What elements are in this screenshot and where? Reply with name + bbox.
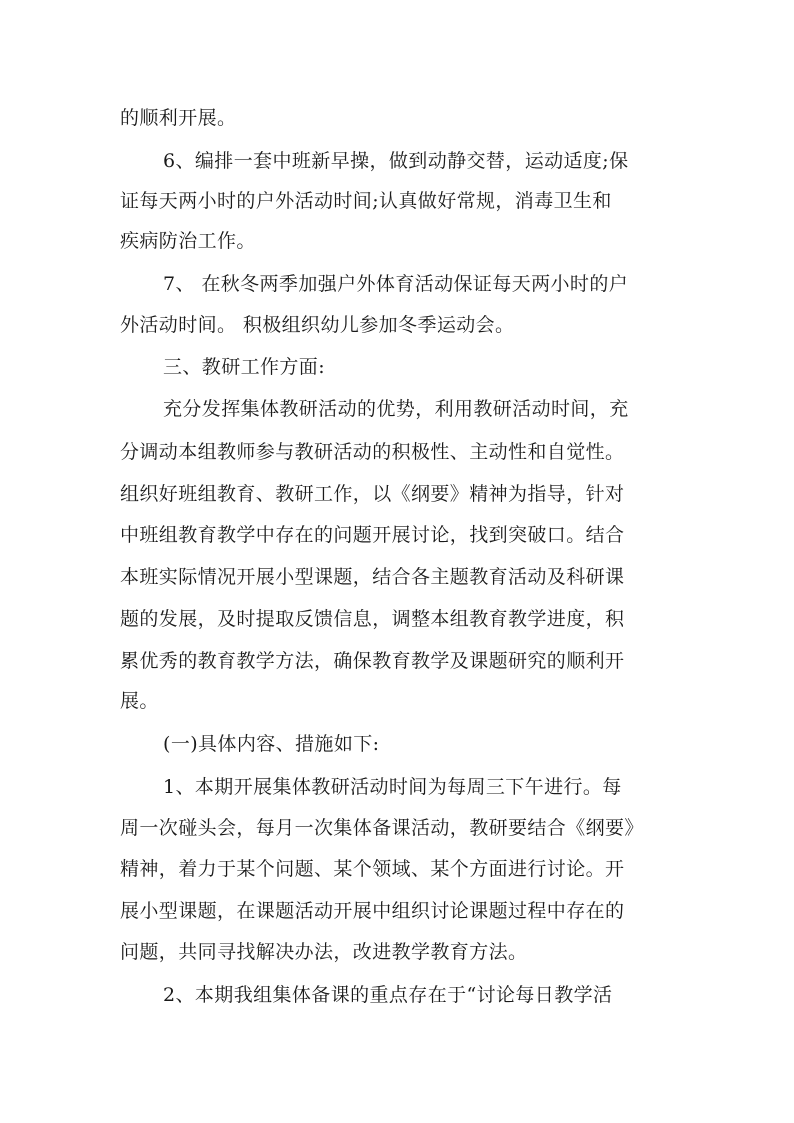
text-line: 6、编排一套中班新早操，做到动静交替，运动适度;保 — [163, 150, 629, 172]
text-line: 证每天两小时的户外活动时间;认真做好常规，消毒卫生和 — [120, 190, 612, 212]
text-line: 展。 — [120, 690, 159, 712]
text-line: 本班实际情况开展小型课题，结合各主题教育活动及科研课 — [120, 566, 625, 588]
text-line: 组织好班组教育、教研工作，以《纲要》精神为指导，针对 — [120, 483, 625, 505]
text-line: 2、本期我组集体备课的重点存在于“讨论每日教学活 — [163, 984, 613, 1006]
text-line: 展小型课题，在课题活动开展中组织讨论课题过程中存在的 — [120, 900, 625, 922]
text-line: 1、本期开展集体教研活动时间为每周三下午进行。每 — [163, 776, 622, 798]
text-line: 外活动时间。 积极组织幼儿参加冬季运动会。 — [120, 314, 515, 336]
text-line: 充分发挥集体教研活动的优势，利用教研活动时间，充 — [163, 398, 629, 420]
text-line: 累优秀的教育教学方法，确保教育教学及课题研究的顺利开 — [120, 650, 625, 672]
text-line: 中班组教育教学中存在的问题开展讨论，找到突破口。结合 — [120, 524, 625, 546]
text-line: 7、 在秋冬两季加强户外体育活动保证每天两小时的户 — [163, 273, 629, 295]
subsection-heading: (一)具体内容、措施如下: — [163, 733, 380, 755]
text-line: 周一次碰头会，每月一次集体备课活动，教研要结合《纲要》 — [120, 817, 644, 839]
text-line: 分调动本组教师参与教研活动的积极性、主动性和自觉性。 — [120, 441, 625, 463]
text-line: 疾病防治工作。 — [120, 230, 256, 252]
text-line: 问题，共同寻找解决办法，改进教学教育方法。 — [120, 941, 528, 963]
text-line: 精神，着力于某个问题、某个领域、某个方面进行讨论。开 — [120, 858, 625, 880]
section-heading: 三、教研工作方面: — [163, 356, 326, 378]
text-line: 的顺利开展。 — [120, 107, 237, 129]
text-line: 题的发展，及时提取反馈信息，调整本组教育教学进度，积 — [120, 608, 625, 630]
